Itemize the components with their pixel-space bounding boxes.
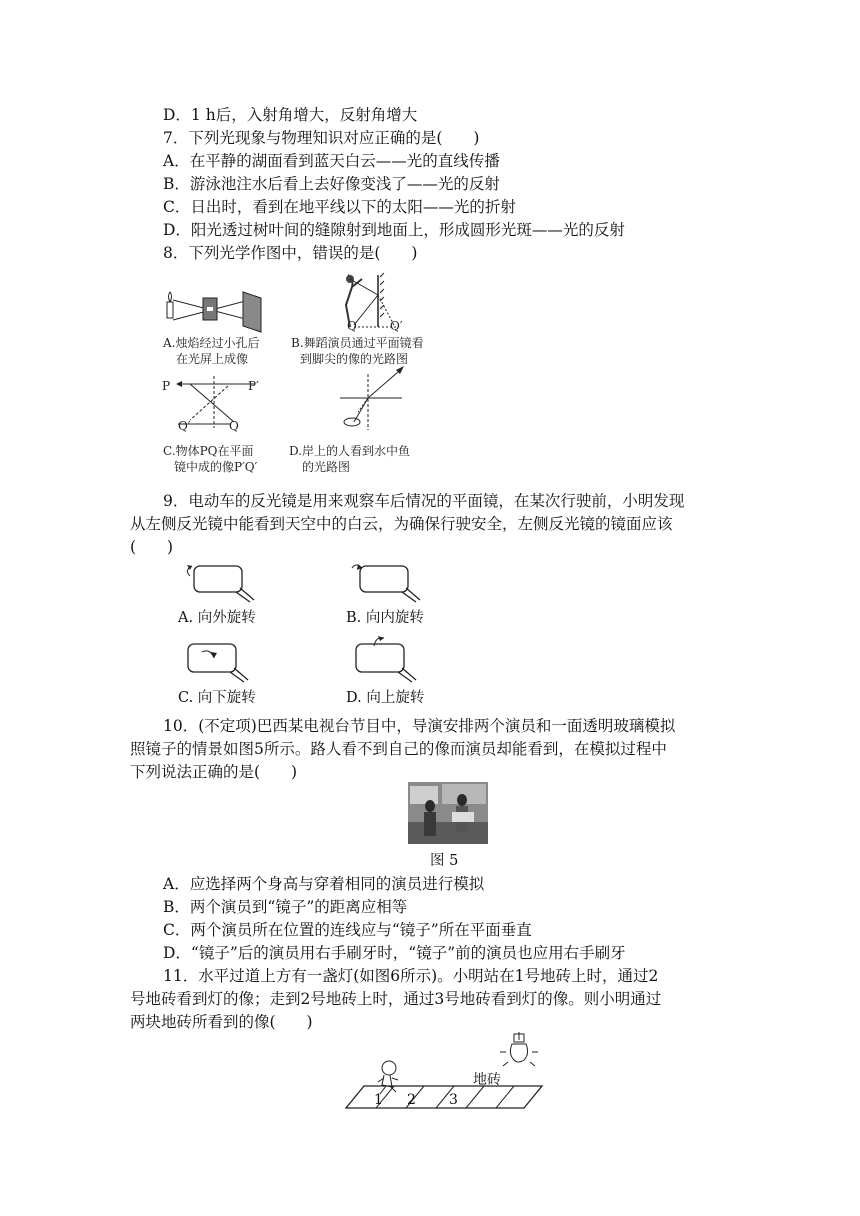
- q10-figure-5-caption: 图 5: [430, 853, 459, 869]
- q9-mirror-b-icon: [344, 562, 424, 602]
- q8-caption-d2: 的光路图: [302, 460, 351, 474]
- q8-caption-c2: 镜中成的像P′Q′: [174, 460, 258, 474]
- q9-stem-3: ( ): [130, 538, 174, 556]
- q9-option-a: A. 向外旋转: [178, 610, 256, 626]
- q9-option-b: B. 向内旋转: [346, 610, 424, 626]
- q10-option-d: D．“镜子”后的演员用右手刷牙时，“镜子”前的演员也应用右手刷牙: [163, 944, 626, 962]
- q8-label-c-p: P: [162, 379, 171, 393]
- q7-option-b: B．游泳池注水后看上去好像变浅了——光的反射: [163, 175, 500, 193]
- q8-caption-b1: B.舞蹈演员通过平面镜看: [291, 336, 424, 350]
- q8-caption-a2: 在光屏上成像: [176, 352, 249, 366]
- q8-label-b-q: Q: [347, 319, 357, 333]
- q11-stem-2: 号地砖看到灯的像；走到2号地砖上时，通过3号地砖看到灯的像。则小明通过: [130, 990, 662, 1008]
- q8-caption-a1: A.烛焰经过小孔后: [163, 336, 260, 350]
- q10-stem-1: 10．(不定项)巴西某电视台节目中，导演安排两个演员和一面透明玻璃模拟: [163, 717, 676, 735]
- q8-label-b-q2: Q′: [390, 319, 403, 333]
- q10-figure-5-photo: [408, 782, 488, 844]
- q9-option-c: C. 向下旋转: [178, 690, 256, 706]
- q7-option-a: A．在平静的湖面看到蓝天白云——光的直线传播: [163, 152, 500, 170]
- q8-caption-b2: 到脚尖的像的光路图: [300, 352, 409, 366]
- q10-option-b: B．两个演员到“镜子”的距离应相等: [163, 898, 408, 916]
- q8-caption-c1: C.物体PQ在平面: [163, 444, 254, 458]
- q9-mirror-c-icon: [178, 640, 258, 682]
- q6-option-d: D．1 h后，入射角增大，反射角增大: [163, 106, 418, 124]
- q8-diagram-a-pinhole: [165, 288, 275, 333]
- q11-tile-2: 2: [407, 1092, 416, 1108]
- q11-stem-3: 两块地砖所看到的像( ): [130, 1013, 313, 1031]
- q9-stem-2: 从左侧反光镜中能看到天空中的白云，为确保行驶安全，左侧反光镜的镜面应该: [130, 515, 673, 533]
- q7-stem: 7．下列光现象与物理知识对应正确的是( ): [163, 129, 480, 147]
- q7-option-c: C．日出时，看到在地平线以下的太阳——光的折射: [163, 198, 516, 216]
- q11-stem-1: 11．水平过道上方有一盏灯(如图6所示)。小明站在1号地砖上时，通过2: [163, 967, 659, 985]
- q11-tile-3: 3: [449, 1092, 458, 1108]
- q8-label-c-q: Q: [229, 419, 239, 433]
- q8-label-c-q2: Q′: [178, 419, 191, 433]
- q10-stem-2: 照镜子的情景如图5所示。路人看不到自己的像而演员却能看到，在模拟过程中: [130, 740, 667, 758]
- q8-diagram-d-fish-refraction: [338, 364, 418, 430]
- q11-tile-1: 1: [374, 1092, 383, 1108]
- q9-option-d: D. 向上旋转: [346, 690, 425, 706]
- q9-mirror-a-icon: [178, 562, 258, 602]
- q10-option-c: C．两个演员所在位置的连线应与“镜子”所在平面垂直: [163, 921, 532, 939]
- q10-stem-3: 下列说法正确的是( ): [130, 763, 298, 781]
- q8-label-c-p2: P′: [248, 379, 259, 393]
- q8-caption-d1: D.岸上的人看到水中鱼: [289, 444, 411, 458]
- q11-tile-label: 地砖: [473, 1072, 501, 1088]
- q8-stem: 8．下列光学作图中，错误的是( ): [163, 244, 418, 262]
- q9-stem-1: 9．电动车的反光镜是用来观察车后情况的平面镜，在某次行驶前，小明发现: [163, 492, 685, 510]
- q9-mirror-d-icon: [344, 632, 424, 682]
- q7-option-d: D．阳光透过树叶间的缝隙射到地面上，形成圆形光斑——光的反射: [163, 221, 625, 239]
- q10-option-a: A．应选择两个身高与穿着相同的演员进行模拟: [163, 875, 485, 893]
